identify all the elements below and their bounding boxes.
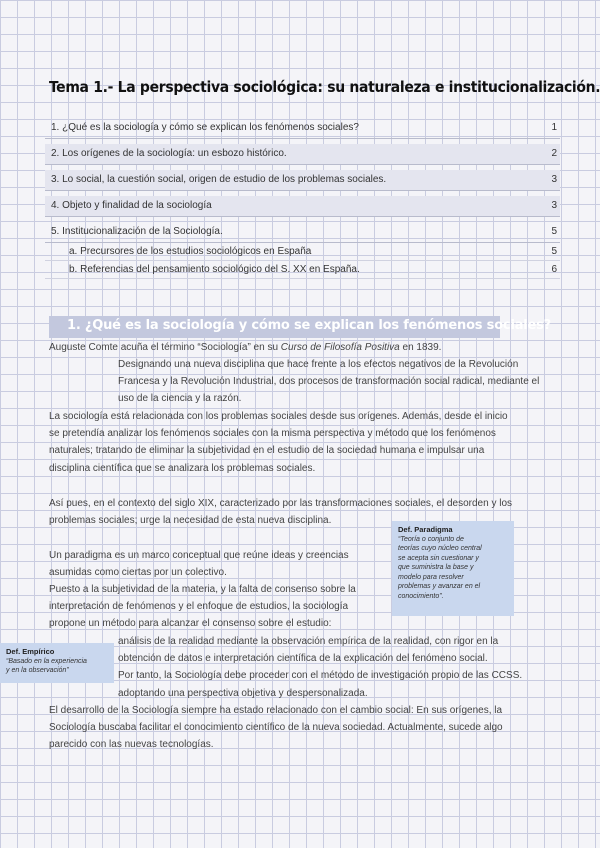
paragraph-method-indent: análisis de la realidad mediante la observación empírica de la realidad, con rigor en la obtención de datos e interpretación científica de la explicación del fenómeno social. Por tanto, la Sociología debe proceder con el método de investigación propio de las CCSS. adoptando una perspectiva objetiva y despersonalizada. [118, 636, 523, 699]
comte-indent-paragraph: Designando una nueva disciplina que hace frente a los efectos negativos de la Revolución Francesa y la Revolución Industrial, dos procesos de transformación social radical, mediante el uso de la ciencia y la razón. [118, 359, 540, 405]
paragraph-method: Puesto a la subjetividad de la materia, y la falta de consenso sobre la interpretación de fenómenos y el enfoque de estudios, la sociología propone un método para alcanzar el consenso sobre el estudio: [49, 584, 356, 630]
page-title: Tema 1.- La perspectiva sociológica: su naturaleza e institucionalización. [49, 78, 600, 96]
toc-item[interactable]: 5. Institucionalización de la Sociología. 5 [45, 222, 560, 243]
toc-item[interactable]: 2. Los orígenes de la sociología: un esbozo histórico. 2 [45, 144, 560, 165]
toc-item[interactable]: 1. ¿Qué es la sociología y cómo se explican los fenómenos sociales? 1 [45, 118, 560, 139]
paragraph-origins: La sociología está relacionada con los problemas sociales desde sus orígenes. Además, desde el inicio se pretendía analizar los fenómenos sociales con la misma perspectiva y método que los fenómenos naturales; tratando de eliminar la subjetividad en el estudio de la sociedad humana e impulsar una disciplina científica que se analizara los problemas sociales. [49, 411, 508, 474]
paragraph-development: El desarrollo de la Sociología siempre ha estado relacionado con el cambio social: En sus orígenes, la Sociología buscaba facilitar el conocimiento científico de la nueva sociedad. Actualmente, sucede algo parecido con las nuevas tecnologías. [49, 705, 503, 751]
paragraph-paradigm: Un paradigma es un marco conceptual que reúne ideas y creencias asumidas como ciertas por un colectivo. [49, 550, 349, 579]
toc-item[interactable]: 4. Objeto y finalidad de la sociología 3 [45, 196, 560, 217]
empirical-definition-note: Def. Empírico “Basado en la experiencia y en la observación” [0, 643, 114, 683]
toc-item[interactable]: 3. Lo social, la cuestión social, origen de estudio de los problemas sociales. 3 [45, 170, 560, 191]
toc-subitem[interactable]: b. Referencias del pensamiento sociológico del S. XX en España. 6 [45, 261, 560, 279]
paragraph-context: Así pues, en el contexto del siglo XIX, caracterizado por las transformaciones sociales, el desorden y los problemas sociales; urge la necesidad de esta nueva disciplina. [49, 498, 513, 527]
section-heading: 1. ¿Qué es la sociología y cómo se explican los fenómenos sociales? [49, 316, 500, 338]
toc-subitem[interactable]: a. Precursores de los estudios sociológicos en España 5 [45, 243, 560, 261]
paradigm-definition-note: Def. Paradigma “Teoría o conjunto de teorías cuyo núcleo central se acepta sin cuestionar y que suministra la base y modelo para resolver problemas y avanzar en el conocimiento”. [392, 521, 514, 616]
table-of-contents [45, 118, 560, 279]
comte-line: Auguste Comte acuña el término “Sociología” en su Curso de Filosofía Positiva en 1839. [49, 342, 442, 353]
